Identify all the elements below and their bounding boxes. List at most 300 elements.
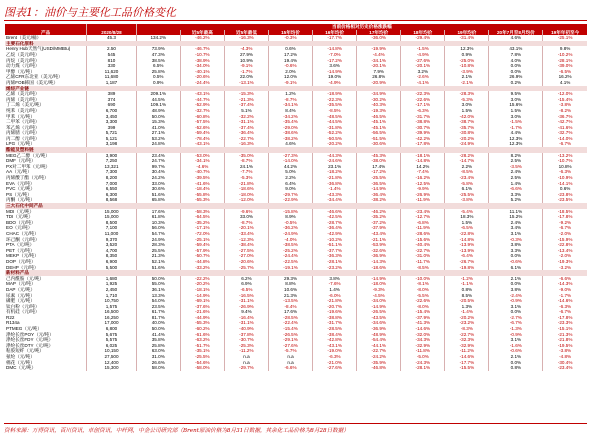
change-cell: -27.3% (269, 153, 313, 159)
change-cell: 11.1% (489, 209, 543, 215)
change-cell: -28.3% (445, 91, 489, 97)
price-cell: 3,198 (87, 141, 136, 147)
product-name: 己内酰胺（元/吨） (5, 276, 87, 282)
change-cell: -34.0% (357, 298, 401, 304)
change-cell: -17.8% (557, 214, 573, 220)
change-cell: 61.8% (136, 214, 180, 220)
change-cell: 23.5% (136, 304, 180, 310)
change-cell: -1.7% (559, 292, 572, 298)
product-name: MEG乙二醇（元/吨） (5, 153, 87, 159)
change-cell: -21.0% (313, 360, 357, 366)
product-name: PS（元/吨） (5, 192, 87, 198)
change-cell: -36.9% (357, 326, 401, 332)
price-cell: 3,900 (87, 153, 136, 159)
change-cell: -19.3% (357, 108, 401, 114)
product-name: 乙烷（美元/吨） (5, 52, 87, 58)
change-cell: -45.1% (357, 125, 401, 131)
change-cell: -12.5% (401, 181, 445, 187)
change-cell: -30.7% (224, 337, 268, 343)
change-cell: 6.2% (224, 276, 268, 282)
change-cell: 9.8% (559, 46, 571, 52)
change-cell: 27.9% (224, 52, 268, 58)
change-cell: -53.0% (180, 153, 224, 159)
change-cell: -4.5% (357, 293, 401, 299)
change-cell: -31.1% (224, 119, 268, 125)
product-name: CHAC（元/吨） (5, 231, 87, 237)
change-cell: -5.4% (445, 209, 489, 215)
change-cell: 0.9% (445, 52, 489, 58)
change-cell: 17.6% (269, 309, 313, 315)
price-cell: 6,025 (87, 343, 136, 349)
change-cell: -16.2% (401, 175, 445, 181)
change-cell: -31.7% (401, 114, 445, 120)
change-cell: -14.0% (269, 158, 313, 164)
change-cell: -34.9% (357, 91, 401, 97)
product-name: MEKP（元/吨） (5, 253, 87, 259)
change-cell: 24.9% (136, 237, 180, 243)
change-cell: -27.6% (313, 365, 357, 371)
change-cell: -28.5% (313, 326, 357, 332)
change-cell: -19.5% (557, 342, 573, 348)
change-cell: 6.4% (269, 181, 313, 187)
change-cell: -38.5% (269, 242, 313, 248)
change-cell: 26.6% (136, 360, 180, 366)
price-cell: 8,500 (87, 220, 136, 226)
change-cell: -30.7% (401, 125, 445, 131)
change-cell: -40.4% (401, 242, 445, 248)
change-cell: 1.5% (445, 220, 489, 226)
change-cell: -14.6% (557, 298, 573, 304)
change-cell: 0.0% (489, 360, 543, 366)
change-cell: -44.5% (313, 119, 357, 125)
change-cell: -60.2% (180, 326, 224, 332)
change-cell: -0.6% (489, 348, 543, 354)
price-cell: 3,520 (87, 242, 136, 248)
price-cell: 6,800 (87, 326, 136, 332)
product-name: DEHP（元/吨） (5, 265, 87, 271)
change-cell: -22.9% (269, 197, 313, 203)
change-cell: -10.2% (557, 51, 573, 57)
change-cell: -1.7% (489, 125, 543, 131)
price-cell: 545 (87, 52, 136, 58)
change-cell: 16.2% (558, 74, 572, 80)
change-cell: -22.7% (357, 348, 401, 354)
change-cell: -16.3% (224, 141, 268, 147)
change-cell: 24.8% (136, 141, 180, 147)
change-cell: -35.9% (357, 360, 401, 366)
change-cell: -1.4% (445, 309, 489, 315)
change-cell: 8.8% (269, 281, 313, 287)
change-cell: -14.8% (445, 237, 489, 243)
change-cell: 36.1% (136, 287, 180, 293)
change-cell: -34.2% (269, 114, 313, 120)
change-cell: -57.9% (180, 248, 224, 254)
product-name: MAP（元/吨） (5, 281, 87, 287)
change-cell: -4.3% (224, 46, 268, 52)
column-header: 19年均价 (445, 30, 489, 36)
change-cell: n.a (269, 360, 313, 366)
change-cell: -28.5% (269, 315, 313, 321)
change-cell: -5.5% (401, 293, 445, 299)
change-cell: -15.5% (445, 365, 489, 371)
change-cell: -4.9% (401, 52, 445, 58)
price-cell: 10,150 (87, 348, 136, 354)
change-cell: -40.9% (224, 326, 268, 332)
change-cell: -13.2% (557, 152, 573, 158)
change-cell: -7.4% (401, 169, 445, 175)
price-cell: 7,000 (87, 181, 136, 187)
product-name: DAP（元/吨） (5, 287, 87, 293)
change-cell: -35.0% (224, 153, 268, 159)
change-cell: 17.4% (357, 164, 401, 170)
change-cell: -41.3% (401, 320, 445, 326)
change-cell: 0.9% (136, 80, 180, 86)
change-cell: 12.3% (489, 141, 543, 147)
change-cell: 47.3% (136, 52, 180, 58)
change-cell: -20.2% (445, 315, 489, 321)
change-cell: -25.1% (180, 237, 224, 243)
change-cell: 65.8% (136, 197, 180, 203)
change-cell: 1.2% (269, 91, 313, 97)
change-cell: -4.0% (269, 237, 313, 243)
change-cell: -18.4% (180, 186, 224, 192)
price-cell: 374 (87, 97, 136, 103)
change-cell: -7.0% (313, 52, 357, 58)
change-cell: 55.0% (136, 281, 180, 287)
change-cell: -37.4% (224, 125, 268, 131)
product-name: LPG（元/吨） (5, 141, 87, 147)
change-cell: 63.0% (136, 348, 180, 354)
change-cell: -3.8% (559, 348, 572, 354)
change-cell: 48.9% (136, 108, 180, 114)
change-cell: -1.7% (224, 69, 268, 75)
change-cell: -30.2% (357, 97, 401, 103)
change-cell: -27.5% (224, 248, 268, 254)
product-name: 动力煤（元/吨） (5, 63, 87, 69)
change-cell: 209.1% (136, 91, 180, 97)
section-label: 主要石化原料 (5, 41, 587, 47)
change-cell: 3.2% (401, 69, 445, 75)
change-cell: 17.6% (136, 209, 180, 215)
change-cell: -13.5% (269, 298, 313, 304)
change-cell: 15.2% (489, 214, 543, 220)
product-name: MDI（元/吨） (5, 209, 87, 215)
change-cell: 6.9% (224, 281, 268, 287)
price-cell: 15,300 (87, 365, 136, 371)
section-label: 三大石化中间产品 (5, 203, 587, 209)
change-cell: -31.0% (401, 253, 445, 259)
change-cell: 24.2% (136, 175, 180, 181)
product-name: 苯乙烯（元/吨） (5, 125, 87, 131)
change-cell: -1.5% (401, 46, 445, 52)
price-cell: 17,000 (87, 320, 136, 326)
change-cell: -24.9% (445, 141, 489, 147)
change-cell: -27.6% (401, 58, 445, 64)
change-cell: -2.4% (489, 293, 543, 299)
change-cell: n.a (269, 354, 313, 360)
change-cell: 7.9% (357, 69, 401, 75)
change-cell: -28.6% (401, 231, 445, 237)
change-cell: -0.3% (269, 35, 313, 41)
product-name: 尿素（元/吨） (5, 293, 87, 299)
price-cell: 2,450 (87, 287, 136, 293)
change-cell: -17.8% (557, 314, 573, 320)
product-name: PET（元/吨） (5, 248, 87, 254)
price-cell: 6,300 (87, 192, 136, 198)
price-cell: 399 (87, 125, 136, 131)
price-cell: 7,100 (87, 225, 136, 231)
change-cell: -16.4% (224, 315, 268, 321)
change-cell: 3.8% (313, 276, 357, 282)
change-cell: -15.1% (557, 326, 573, 332)
change-cell: -14.9% (357, 276, 401, 282)
change-cell: 12.3% (489, 136, 543, 142)
change-cell: -7.7% (224, 169, 268, 175)
product-name: DMF（元/吨） (5, 158, 87, 164)
change-cell: 25.5% (136, 248, 180, 254)
change-cell: 4.6% (269, 141, 313, 147)
change-cell: -32.0% (401, 332, 445, 338)
change-cell: -6.3% (559, 303, 572, 309)
change-cell: 109.1% (136, 102, 180, 108)
product-name: 丙酮（元/吨） (5, 197, 87, 203)
change-cell: -13.9% (445, 242, 489, 248)
change-cell: 2.4% (489, 169, 543, 175)
column-header: 20年7月至8月均价 (489, 30, 543, 36)
change-cell: -21.8% (557, 337, 573, 343)
change-cell: -78.4% (180, 136, 224, 142)
change-cell: -20.1% (401, 63, 445, 69)
change-cell: -28.1% (313, 259, 357, 265)
change-cell: -55.3% (180, 320, 224, 326)
change-cell: -35.5% (313, 102, 357, 108)
change-cell: -40.1% (180, 69, 224, 75)
change-cell: 10.6% (269, 287, 313, 293)
product-name: 粘胶短纤（元/吨） (5, 348, 87, 354)
change-cell: -20.1% (357, 63, 401, 69)
change-cell: -36.9% (357, 253, 401, 259)
change-cell: -4.1% (401, 80, 445, 86)
change-cell: -43.1% (180, 141, 224, 147)
change-cell: 0.8% (445, 287, 489, 293)
column-header: 19年年初至今 (543, 30, 587, 36)
change-cell: -54.6% (180, 360, 224, 366)
change-cell: -34.6% (357, 320, 401, 326)
price-cell: 810 (87, 58, 136, 64)
change-cell: -46.8% (357, 365, 401, 371)
change-cell: -15.4% (401, 309, 445, 315)
change-cell: 1.3% (445, 304, 489, 310)
change-cell: -15.6% (401, 237, 445, 243)
change-cell: -6.8% (401, 220, 445, 226)
product-name: 乙烯CFR东北亚（美元/吨） (5, 74, 87, 80)
change-cell: -50.7% (180, 253, 224, 259)
product-name: DMC（元/吨） (5, 365, 87, 371)
change-cell: -21.3% (557, 331, 573, 337)
product-name: PX对二甲苯（元/吨） (5, 164, 87, 170)
change-cell: -46.5% (357, 114, 401, 120)
change-cell: -8.5% (445, 169, 489, 175)
product-name: 二甲苯（元/吨） (5, 119, 87, 125)
change-cell: -17.7% (445, 360, 489, 366)
change-cell: -19.1% (269, 265, 313, 271)
change-cell: -17.1% (180, 225, 224, 231)
price-cell: 8,350 (87, 253, 136, 259)
change-cell: 0.8% (489, 365, 543, 371)
change-cell: -34.0% (180, 63, 224, 69)
change-cell: -36.7% (557, 113, 573, 119)
change-cell: -38.8% (401, 119, 445, 125)
change-cell: -14.7% (445, 158, 489, 164)
change-cell: -26.9% (401, 192, 445, 198)
section-label: 新材料产品 (5, 270, 587, 276)
product-name: 丙烯酸丁酯（元/吨） (5, 175, 87, 181)
change-cell: -9.3% (357, 287, 401, 293)
change-cell: -16.5% (224, 293, 268, 299)
change-cell: -19.0% (313, 348, 357, 354)
change-cell: -34.3% (401, 337, 445, 343)
change-cell: 5.1% (224, 108, 268, 114)
change-cell: 21.3% (269, 293, 313, 299)
price-cell: 27,500 (87, 354, 136, 360)
product-name: AA（元/吨） (5, 169, 87, 175)
change-cell: -38.6% (269, 130, 313, 136)
change-cell: -31.8% (313, 125, 357, 131)
change-cell: -36.4% (224, 130, 268, 136)
column-header: 16年均价 (313, 30, 357, 36)
change-cell: -23.4% (557, 365, 573, 371)
price-cell: 7,300 (87, 169, 136, 175)
product-name: 丁二烯（美元/吨） (5, 102, 87, 108)
change-cell: -21.8% (313, 298, 357, 304)
change-cell: -38.7% (445, 119, 489, 125)
change-cell: 58.0% (136, 365, 180, 371)
change-cell: -26.7% (445, 259, 489, 265)
change-cell: -22.7% (445, 332, 489, 338)
change-cell: -17.7% (313, 35, 357, 41)
change-cell: -25.1% (557, 35, 573, 41)
change-cell: 51.6% (136, 192, 180, 198)
price-cell: 1,187 (87, 80, 136, 86)
change-cell: -30.8% (445, 130, 489, 136)
change-cell: -25.0% (445, 58, 489, 64)
change-cell: n.a (224, 360, 268, 366)
change-cell: -16.3% (224, 35, 268, 41)
product-name: 甲醇（元/吨） (5, 69, 87, 75)
change-cell: 0.0% (489, 281, 543, 287)
change-cell: -12.0% (557, 91, 573, 97)
change-cell: -22.2% (180, 276, 224, 282)
change-cell: -6.0% (313, 293, 357, 299)
change-cell: 0.0% (489, 309, 543, 315)
change-cell: 54.7% (136, 231, 180, 237)
change-cell: -37.9% (357, 225, 401, 231)
change-cell: 6.5% (136, 63, 180, 69)
change-cell: -23.8% (557, 191, 573, 197)
change-cell: 2.2% (269, 175, 313, 181)
price-cell: 6,550 (87, 186, 136, 192)
product-name: EO（元/吨） (5, 225, 87, 231)
change-cell: 81.7% (136, 315, 180, 321)
change-cell: -44.9% (180, 315, 224, 321)
change-cell: 2.2% (445, 164, 489, 170)
price-cell: 12,400 (87, 360, 136, 366)
change-cell: -31.1% (224, 320, 268, 326)
change-cell: -22.8% (445, 231, 489, 237)
change-cell: 51.6% (136, 265, 180, 271)
change-cell: 9.0% (269, 186, 313, 192)
change-cell: -17.8% (401, 141, 445, 147)
change-cell: 1.4% (313, 287, 357, 293)
product-name: 涤纶长丝POY（元/吨） (5, 332, 87, 338)
change-cell: 99.7% (136, 164, 180, 170)
change-cell: -53.9% (357, 242, 401, 248)
price-cell: 5,500 (87, 265, 136, 271)
change-cell: -43.1% (313, 343, 357, 349)
band-label: 当前价格相对历史价格涨跌幅 (136, 24, 587, 30)
product-name: EVA（元/吨） (5, 181, 87, 187)
change-cell: 24.7% (136, 158, 180, 164)
change-cell: 50.0% (136, 276, 180, 282)
change-cell: 40.0% (136, 320, 180, 326)
change-cell: -18.6% (224, 186, 268, 192)
change-cell: -27.6% (269, 343, 313, 349)
price-cell: 11,620 (87, 69, 136, 75)
change-cell: -36.2% (269, 225, 313, 231)
change-cell: -2.7% (489, 315, 543, 321)
change-cell: 2.1% (489, 276, 543, 282)
section-label: 酯能及塑料链 (5, 147, 587, 153)
change-cell: -22.8% (557, 242, 573, 248)
change-cell: -18.2% (313, 169, 357, 175)
change-cell: 4.1% (559, 79, 571, 85)
column-header: 18年均价 (401, 30, 445, 36)
change-cell: -14.0% (557, 135, 573, 141)
change-cell: -6.7% (489, 320, 543, 326)
change-cell: 12.3% (445, 46, 489, 52)
change-cell: -31.7% (313, 320, 357, 326)
change-cell: -46.2% (180, 35, 224, 41)
change-cell: -35.7% (445, 125, 489, 131)
product-name: Henry Hub天然气(USD/MMBtu) (5, 46, 87, 52)
change-cell: -20.9% (357, 80, 401, 86)
change-cell: -4.4% (357, 52, 401, 58)
change-cell: 6.1% (489, 265, 543, 271)
change-cell: -42.0% (445, 114, 489, 120)
change-cell: -5.3% (224, 175, 268, 181)
change-cell: -1.4% (313, 186, 357, 192)
change-cell: -3.9% (445, 69, 489, 75)
change-cell: -19.9% (357, 46, 401, 52)
change-cell: -1.5% (489, 119, 543, 125)
change-cell: -10.9% (557, 175, 573, 181)
change-cell: -36.8% (313, 181, 357, 187)
change-cell: 19.0% (313, 74, 357, 80)
change-cell: 3.6% (313, 63, 357, 69)
change-cell: 50.0% (136, 114, 180, 120)
change-cell: -18.5% (557, 208, 573, 214)
price-cell: 10,750 (87, 298, 136, 304)
change-cell: -26.5% (357, 309, 401, 315)
price-cell: 6,700 (87, 108, 136, 114)
change-cell: n.a (224, 354, 268, 360)
change-cell: -35.4% (269, 119, 313, 125)
change-cell: -23.2% (445, 320, 489, 326)
change-cell: 3.1% (489, 337, 543, 343)
change-cell: -9.6% (224, 209, 268, 215)
change-cell: -22.3% (313, 97, 357, 103)
change-cell: -22.6% (401, 298, 445, 304)
